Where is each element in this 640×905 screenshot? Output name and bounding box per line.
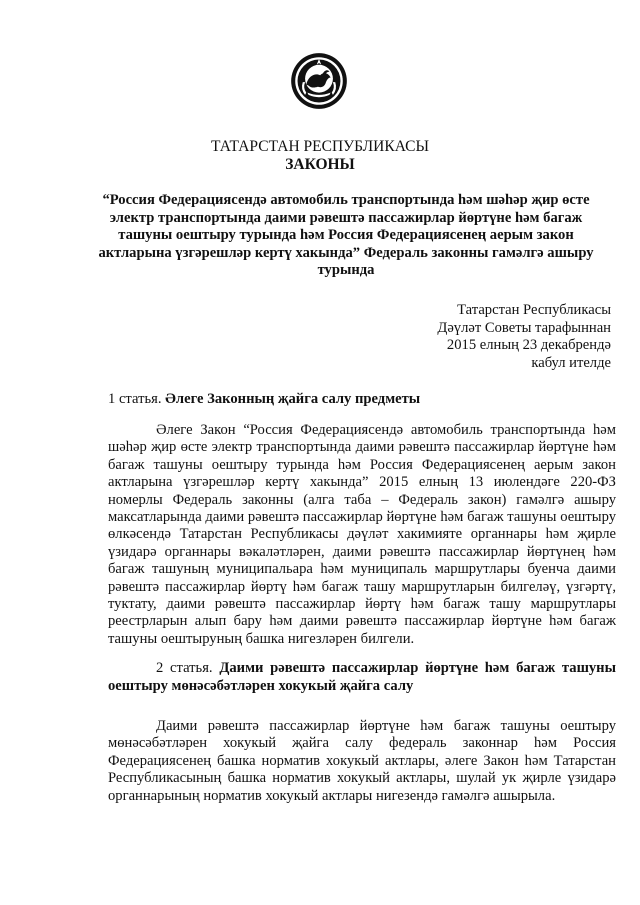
adoption-line: Дәүләт Советы тарафыннан bbox=[437, 319, 611, 336]
law-heading: ЗАКОНЫ bbox=[285, 156, 355, 173]
article-1-text: Әлеге Закон “Россия Федерациясендә автомобиль транспортында һәм шәһәр җир өсте электр транспортында даими рәвештә пассажирлар йөртүне һәм багаж ташуны оештыру турында һәм Россия Федерациясенең аерым закон актларына үзгәрешләр кертү хакында” 2015 елның 13 июлендәге 220-ФЗ номерлы Федераль законны (алга таба – Федераль закон) гамәлгә ашыру максатларында даими рәвештә пассажирлар йөртүне һәм багаж ташуны оештыру өлкәсендә Татарстан Республикасы дәүләт хакимияте органнары һәм җирле үзидарә органнары вәкаләтләрен, даими рәвештә пассажирлар йөртүнең һәм багаж ташуның муниципальара һәм муниципаль маршрутлары буенча даими рәвештә пассажирлар йөртү һәм багаж ташу маршрутларын билгеләү, үзгәртү, туктату, даими рәвештә пассажирлар йөртү һәм багаж ташу маршрутлары реестрларын алып бару һәм даими рәвештә пассажирлар йөртүне һәм багаж ташуны оештыруның башка нигезләрен билгели. bbox=[108, 422, 616, 647]
adoption-block bbox=[437, 302, 611, 372]
article-2-heading bbox=[108, 660, 616, 695]
article-2-text: Даими рәвештә пассажирлар йөртүне һәм багаж ташуны оештыру мөнәсәбәтләрен хокукый җайга салу федераль законнар һәм Россия Федерациясенең башка норматив хокукый актлары, әлеге Закон һәм Татарстан Республикасының башка норматив хокукый актлары, шулай ук җирле үзидарә органнарының норматив хокукый актлары нигезендә гамәлгә ашырыла. bbox=[108, 718, 616, 804]
adoption-line: 2015 елның 23 декабрендә bbox=[446, 337, 611, 353]
article-1-number: 1 статья. bbox=[108, 391, 162, 407]
adoption-line: кабул ителде bbox=[531, 354, 611, 371]
article-1-title: Әлеге Законның җайга салу предметы bbox=[165, 391, 421, 407]
article-2-number: 2 статья. bbox=[156, 660, 213, 676]
article-1-heading bbox=[108, 391, 420, 409]
document-title: “Россия Федерациясендә автомобиль транспортында һәм шәһәр җир өсте электр транспортында даими рәвештә пассажирлар йөртүне һәм багаж ташуны оештыру турында һәм Россия Федерациясенең аерым закон актларына үзгәрешләр кертү хакында” Федераль законны гамәлгә ашыру турында bbox=[98, 192, 594, 278]
tatarstan-emblem-icon bbox=[290, 52, 348, 110]
adoption-line: Татарстан Республикасы bbox=[457, 302, 611, 318]
republic-heading: ТАТАРСТАН РЕСПУБЛИКАСЫ bbox=[211, 138, 429, 155]
article-2-title: Даими рәвештә пассажирлар йөртүне һәм багаж ташуны оештыру мөнәсәбәтләрен хокукый җайга салу bbox=[108, 660, 616, 694]
